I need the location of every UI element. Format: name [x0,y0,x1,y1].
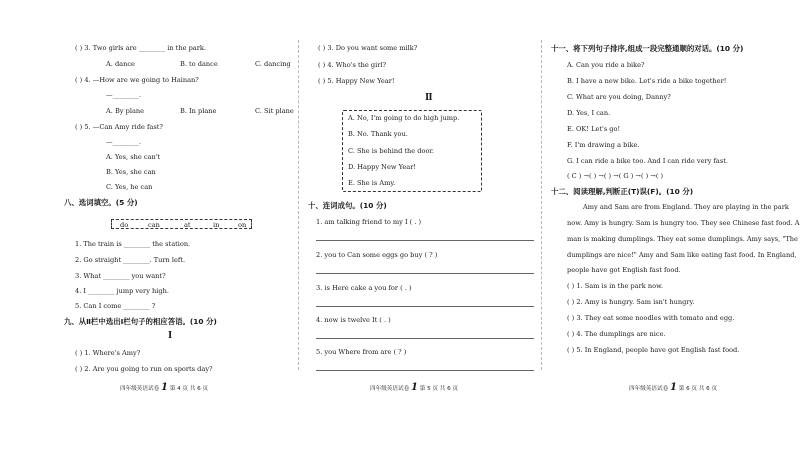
fill-item-1: 1. The train is ________ the station. [75,240,191,248]
word-bank-item: can [148,221,160,229]
dialogue-a: A. Can you ride a bike? [567,61,645,69]
column-ii-label: Ⅱ [425,93,433,103]
tf-item-1: ( ) 1. Sam is in the park now. [567,282,664,290]
footer-title: 四年级英语试卷 [629,386,669,392]
dialogue-b: B. I have a new bike. Let's ride a bike together! [567,77,727,85]
footer-page-number: 第 4 页 共 6 页 [169,386,209,392]
word-bank-item: in [213,221,220,229]
footer-title: 四年级英语试卷 [120,386,160,392]
footer-title: 四年级英语试卷 [370,386,410,392]
order-answer: ( C ) →( ) →( ) →( G ) →( ) →( ) [567,172,664,180]
q3-option-b: B. to dance [180,60,218,68]
fill-item-3: 3. What ________ you want? [75,272,166,280]
answer-line [316,240,534,241]
section-9-title: 九、从Ⅱ栏中选出Ⅰ栏句子的相应答语。(10 分) [64,317,217,326]
option-e: E. She is Amy. [348,179,396,187]
scramble-2: 2. you to Can some eggs go buy ( ? ) [316,251,438,259]
dialogue-g: G. I can ride a bike too. And I can ride very fast. [567,157,728,165]
question-5: ( ) 5. —Can Amy ride fast? [75,123,163,131]
q4-option-c: C. Sit plane [255,107,294,115]
page-footer [120,382,208,393]
passage-line: dumplings are nice!" Amy and Sam like eating fast food. In England, [567,251,797,259]
logo-mark: 1 [410,382,418,393]
fill-item-4: 4. I ________ jump very high. [75,287,169,295]
page-footer [629,382,717,393]
footer-page-number: 第 5 页 共 6 页 [419,386,459,392]
q5-option-a: A. Yes, she can't [106,153,161,161]
match-item-1: ( ) 1. Where's Amy? [75,349,141,357]
page-6 [543,0,800,464]
passage-line: people have got English fast food. [567,266,681,274]
page-4 [0,0,294,464]
page-footer [370,382,458,393]
question-3: ( ) 3. Two girls are ________ in the park. [75,44,206,52]
section-10-title: 十、连词成句。(10 分) [308,201,387,210]
scramble-3: 3. is Here cake a you for ( . ) [316,284,412,292]
q5-option-c: C. Yes, he can [106,183,153,191]
answer-line [316,338,534,339]
match-item-2: ( ) 2. Are you going to run on sports day? [75,365,213,373]
logo-mark: 1 [669,382,677,393]
fill-item-2: 2. Go straight ________. Turn left. [75,256,186,264]
dialogue-c: C. What are you doing, Danny? [567,93,671,101]
scramble-4: 4. now is twelve It ( . ) [316,316,391,324]
scramble-1: 1. am talking friend to my I ( . ) [316,218,422,226]
passage-line: now. Amy is hungry. Sam is hungry too. They see Chinese fast food. A [567,219,800,227]
section-8-title: 八、选词填空。(5 分) [64,198,138,207]
q3-option-c: C. dancing [255,60,291,68]
q5-answer-line: —________. [106,138,142,146]
option-c: C. She is behind the door. [348,147,434,155]
tf-item-4: ( ) 4. The dumplings are nice. [567,330,666,338]
word-bank-item: do [120,221,129,229]
question-4: ( ) 4. —How are we going to Hainan? [75,76,199,84]
tf-item-2: ( ) 2. Amy is hungry. Sam isn't hungry. [567,298,695,306]
answer-line [316,370,534,371]
word-bank-item: on [238,221,247,229]
section-11-title: 十一、将下列句子排序,组成一段完整通顺的对话。(10 分) [551,44,744,53]
word-bank-item: at [184,221,191,229]
tf-item-5: ( ) 5. In England, people have got English fast food. [567,346,740,354]
q3-option-a: A. dance [106,60,135,68]
option-a: A. No, I'm going to do high jump. [348,114,460,122]
q4-option-b: B. In plane [180,107,217,115]
answer-line [316,273,534,274]
option-b: B. No. Thank you. [348,130,408,138]
answer-line [316,306,534,307]
page-5 [300,0,540,464]
passage-line: Amy and Sam are from England. They are playing in the park [583,203,789,211]
q4-option-a: A. By plane [106,107,145,115]
dialogue-e: E. OK! Let's go! [567,125,621,133]
tf-item-3: ( ) 3. They eat some noodles with tomato and egg. [567,314,735,322]
scramble-5: 5. you Where from are ( ? ) [316,348,407,356]
q5-option-b: B. Yes, she can [106,168,156,176]
match-item-5: ( ) 5. Happy New Year! [318,77,395,85]
q4-answer-line: —________. [106,91,142,99]
dialogue-d: D. Yes, I can. [567,109,611,117]
page-divider [298,40,299,370]
fill-item-5: 5. Can I come ________ ? [75,302,156,310]
passage-line: man is making dumplings. They eat some dumplings. Amy says, "The [567,235,798,243]
dialogue-f: F. I'm drawing a bike. [567,141,640,149]
section-12-title: 十二、阅读理解,判断正(T)误(F)。(10 分) [551,187,694,196]
page-divider [541,40,542,370]
column-i-label: Ⅰ [168,331,173,341]
option-d: D. Happy New Year! [348,163,417,171]
footer-page-number: 第 6 页 共 6 页 [678,386,718,392]
logo-mark: 1 [160,382,168,393]
match-item-3: ( ) 3. Do you want some milk? [318,44,418,52]
word-bank [111,219,252,229]
match-item-4: ( ) 4. Who's the girl? [318,61,387,69]
